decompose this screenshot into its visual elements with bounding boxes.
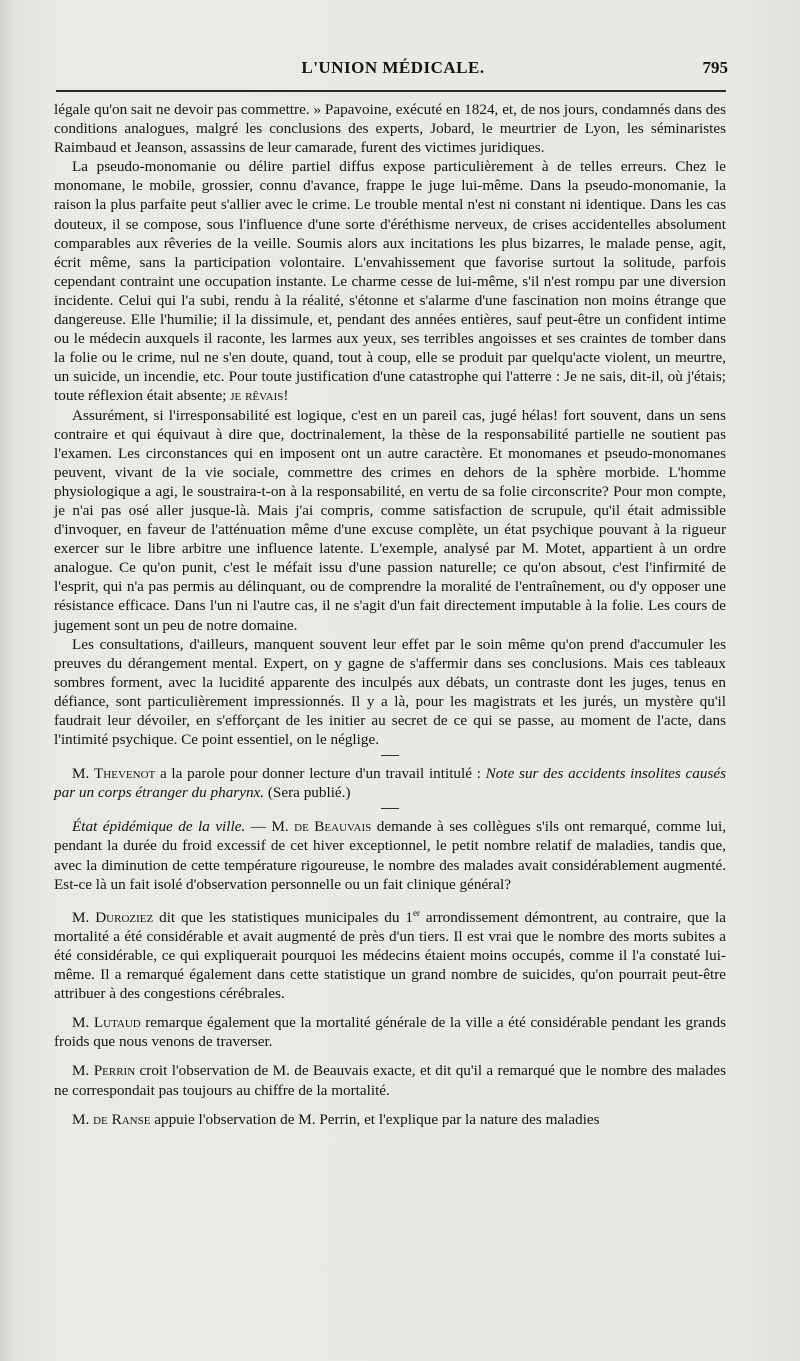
speaker-name: Ranse	[111, 1110, 151, 1128]
duroziez-paragraph: M. Duroziez dit que les statistiques municipales du 1er arrondissement démontrent, au contraire, que la mortalité a été considérable et avait augmenté de près d'un tiers. Il est vrai que le nombre des morts subites a été considérable, ce qui expliquerait pourquoi les médecins étaient moins occupés, comme il l'a constaté lui-même. Il a remarqué également dans cette statistique un grand nombre de suicides, qu'on pourrait peut-être attribuer à des congestions cérébrales.	[54, 907, 726, 1003]
perrin-paragraph: M. Perrin croit l'observation de M. de Beauvais exacte, et dit qu'il a remarqué que le nombre des malades ne correspondait pas toujours au chiffre de la mortalité.	[54, 1062, 727, 1099]
section-separator	[381, 808, 399, 809]
page-header	[56, 58, 730, 86]
section-heading: État épidémique de la ville.	[72, 818, 246, 836]
thevenot-paragraph: M. Thevenot a la parole pour donner lecture d'un travail intitulé : Note sur des accidents insolites causés par un corps étranger du pharynx. (Sera publié.)	[54, 765, 727, 802]
paragraph-1: légale qu'on sait ne devoir pas commettre. » Papavoine, exécuté en 1824, et, de nos jours, condamnés dans des conditions analogues, malgré les conclusions des experts, Jobard, le meurtrier de Lyon, les séminaristes Raimbaud et Jeanson, assassins de leur camarade, furent des victimes juridiques.	[54, 101, 726, 157]
paragraph-4: Les consultations, d'ailleurs, manquent souvent leur effet par le soin même qu'on prend d'accumuler les preuves du dérangement mental. Expert, on y gagne de s'affermir dans ses conclusions. Mais ces tableaux sombres forment, avec la lucidité apparente des inculpés aux débats, un contraste dont les juges, tenus en défiance, sont particulièrement impressionnés. Il y a là, pour les magistrats et les jurés, un mystère qu'il faudrait leur dévoiler, en s'efforçant de les initier au secret de ce qui se passe, au moment de l'acte, dans l'intimité psychique. Ce point essentiel, on le néglige.	[54, 635, 726, 749]
section-separator	[381, 755, 399, 756]
work-title: Note sur des accidents insolites causés par un corps étranger du pharynx.	[54, 765, 727, 802]
ranse-paragraph: M. de Ranse appuie l'observation de M. Perrin, et l'explique par la nature des maladies	[72, 1110, 600, 1128]
speaker-name: Lutaud	[93, 1014, 141, 1032]
emphasis-text: je rêvais	[230, 387, 284, 405]
speaker-name: Thevenot	[94, 765, 156, 783]
page-number: 795	[702, 58, 728, 77]
paragraph-2: La pseudo-monomanie ou délire partiel diffus expose particulièrement à de telles erreurs. Chez le monomane, le mobile, grossier, connu d'avance, frappe le juge lui-même. Dans la pseudo-monomanie, la raison la plus parfaite peut s'allier avec le crime. Le trouble mental n'est ni constant ni identique. Dans les cas douteux, il se compose, sous l'influence d'une sorte d'éréthisme nerveux, de crises accidentelles absolument comparables aux rêveries de la veille. Soumis alors aux incitations les plus bizarres, le malade pense, agit, écrit même, sans la participation volontaire. L'envahissement que favorise surtout la solitude, parfois cependant contraint une occupation instante. Le charme cesse de lui-même, s'il n'est rompu par une diversion incidente. Celui qui l'a subi, rendu à la réalité, s'étonne et s'alarme d'une fascination non moins étrange que dangereuse. Elle l'humilie; il la dissimule, et, pendant des années entières, sauf peut-être un confident intime ou le médecin auxquels il raconte, les larmes aux yeux, ses terribles angoisses et ses craintes de tomber dans la folie ou le crime, nul ne s'en doute, quand, tout à coup, elle se produit par quelqu'acte violent, un meurtre, un suicide, un incendie, etc. Pour toute justification d'une catastrophe qui l'atterre : Je ne sais, dit-il, où j'étais; toute réflexion était absente; je rêvais!	[54, 158, 726, 405]
article-body	[54, 100, 726, 1129]
header-rule	[56, 90, 726, 92]
speaker-name: Perrin	[93, 1062, 136, 1080]
running-title: L'UNION MÉDICALE.	[301, 58, 485, 77]
speaker-name: Beauvais	[314, 818, 372, 836]
paragraph-3: Assurément, si l'irresponsabilité est logique, c'est en un pareil cas, jugé hélas! fort souvent, dans un sens contraire et qui équivaut à dire que, doctrinalement, la thèse de la responsabilité partielle ne soutient pas l'examen. Les circonstances qui en imposent ont un autre caractère. Et monomanes et pseudo-monomanes peuvent, vivant de la vie sociale, commettre des crimes en dehors de la sphère morbide. L'homme physiologique a agi, le soustraira-t-on à la responsabilité, en vertu de sa folie circonscrite? Pour mon compte, je n'ai pas osé aller jusque-là. Mais j'ai compris, comme satisfaction de scrupule, qu'il était admissible d'invoquer, en faveur de l'atténuation même d'une excuse complète, un état psychique pouvant à la rigueur exercer sur le libre arbitre une influence latente. L'exemple, analysé par M. Motet, appartient à un ordre analogue. Ce qu'on punit, c'est le méfait issu d'une passion naturelle; ce qu'on absout, c'est l'infirmité de l'esprit, qui n'a pas permis au délinquant, ou de comprendre la moralité de l'entraînement, ou d'y opposer une résistance efficace. Dans l'un ni l'autre cas, il ne s'agit d'un fait directement imputable à la folie. Les cours de jugement sont un peu de notre domaine.	[54, 406, 726, 634]
speaker-name: Duroziez	[95, 908, 154, 926]
lutaud-paragraph: M. Lutaud remarque également que la mortalité générale de la ville a été considérable pendant les grands froids que nous venons de traverser.	[54, 1014, 726, 1051]
etat-paragraph: État épidémique de la ville. — M. de Beauvais demande à ses collègues s'ils ont remarqué, comme lui, pendant la durée du froid excessif de cet hiver exceptionnel, le petit nombre relatif de maladies, tandis que, avec la diminution de cette température rigoureuse, le nombre des malades avait considérablement augmenté. Est-ce là un fait isolé d'observation personnelle ou un fait clinique général?	[54, 818, 727, 893]
